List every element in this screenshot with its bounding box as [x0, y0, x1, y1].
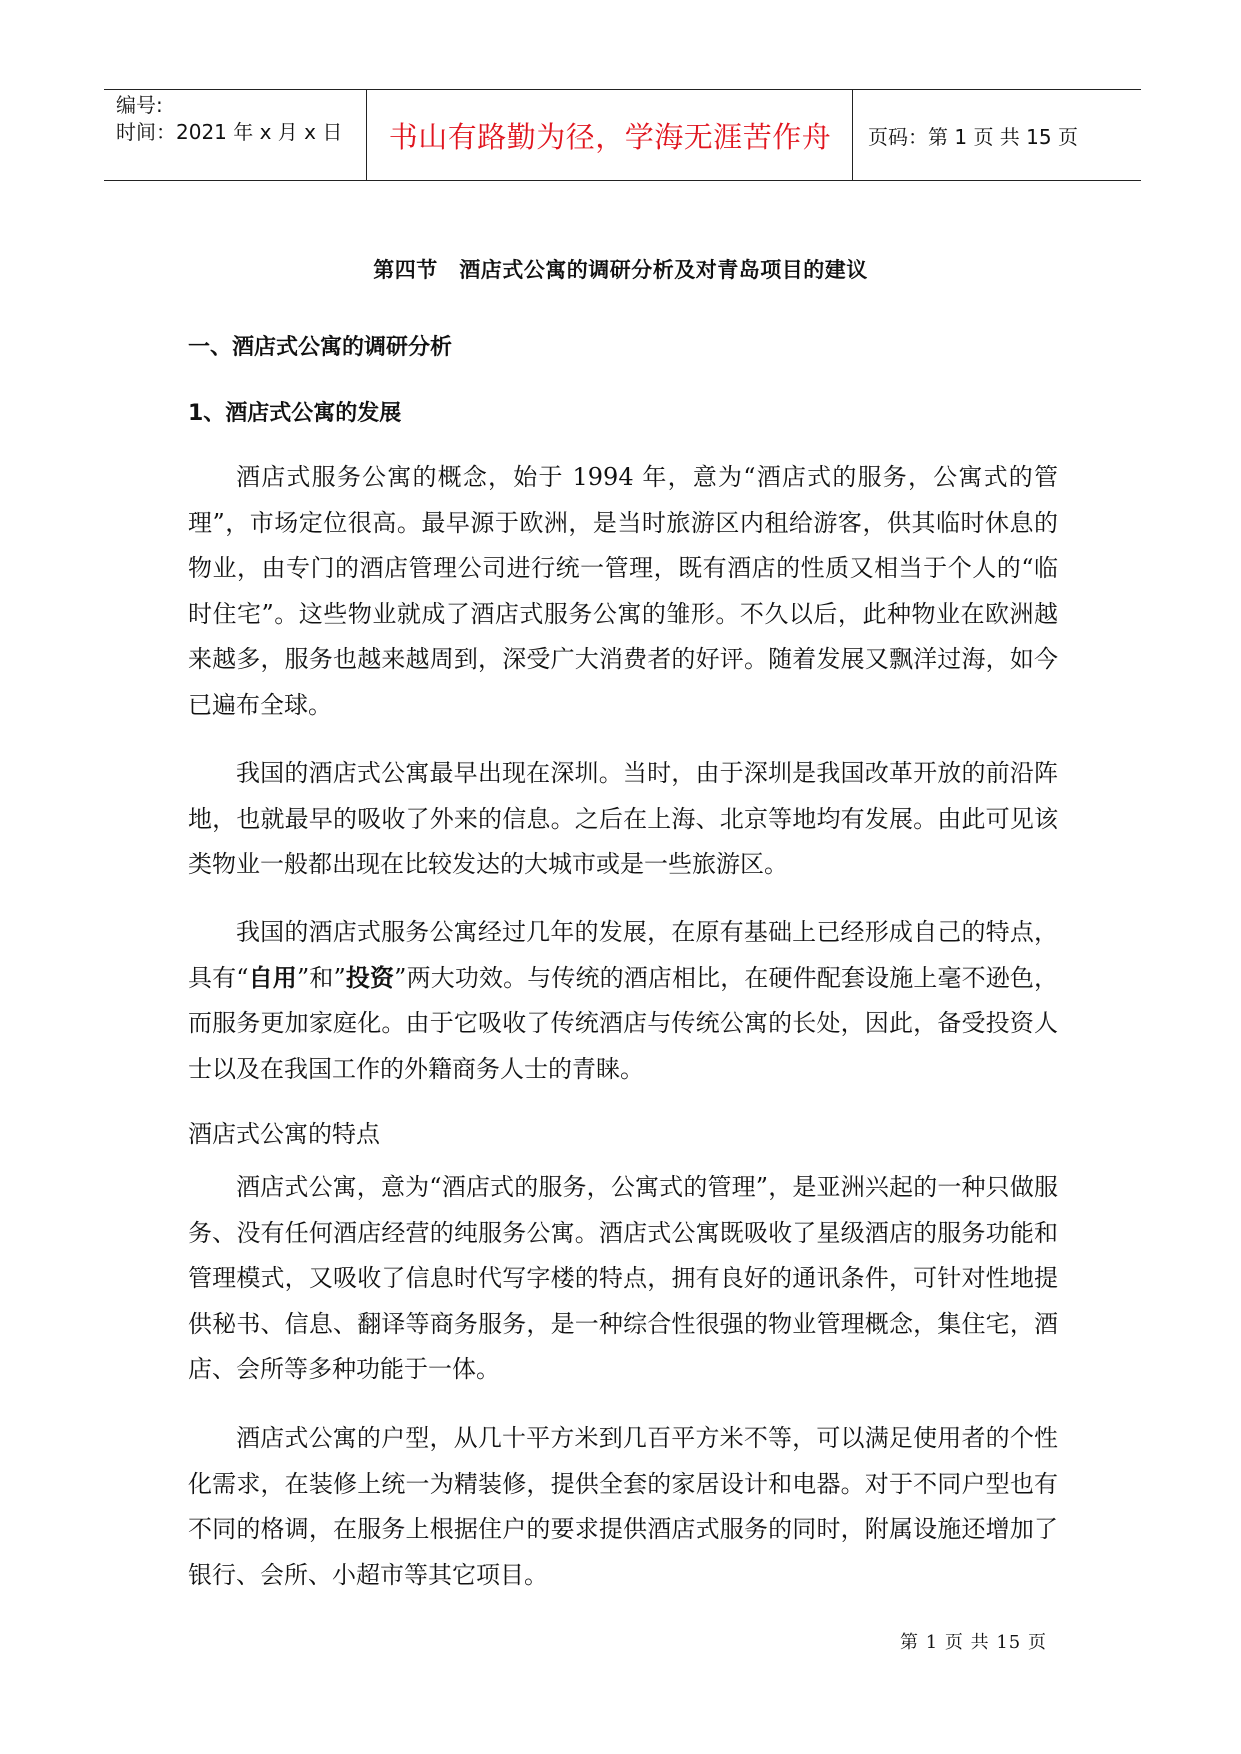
bold-term-investment: 投资 [345, 963, 395, 992]
paragraph-origin: 酒店式服务公寓的概念，始于 1994 年，意为“酒店式的服务，公寓式的管理”，市场定位很高。最早源于欧洲，是当时旅游区内租给游客，供其临时休息的物业，由专门的酒店管理公司进行统一管理，既有酒店的性质又相当于个人的“临时住宅”。这些物业就成了酒店式服务公寓的雏形。不久以后，此种物业在欧洲越来越多，服务也越来越周到，深受广大消费者的好评。随着发展又飘洋过海，如今已遍布全球。 [188, 463, 1058, 719]
paragraph-text: ”两大功效。与传统的酒店相比，在硬件配套设施上毫不逊色，而服务更加家庭化。由于它吸收了传统酒店与传统公寓的长处，因此，备受投资人士以及在我国工作的外籍商务人士的青睐。 [188, 963, 1059, 1083]
document-number-label: 编号: [116, 93, 163, 117]
header-page-info: 页码：第 1 页 共 15 页 [868, 124, 1078, 149]
paragraph-unit-types: 酒店式公寓的户型，从几十平方米到几百平方米不等，可以满足使用者的个性化需求，在装修上统一为精装修，提供全套的家居设计和电器。对于不同户型也有不同的格调，在服务上根据住户的要求提供酒店式服务的同时，附属设施还增加了银行、会所、小超市等其它项目。 [188, 1424, 1058, 1589]
subsection-heading: 1、酒店式公寓的发展 [188, 401, 402, 426]
header-meta [104, 90, 366, 180]
paragraph-text: ”和” [296, 963, 346, 992]
paragraph-china-features [188, 910, 1058, 1092]
document-title: 第四节 酒店式公寓的调研分析及对青岛项目的建议 [373, 258, 868, 282]
header-motto: 书山有路勤为径，学海无涯苦作舟 [388, 119, 832, 154]
bold-term-self-use: 自用 [248, 963, 297, 992]
document-time-label: 时间：2021 年 x 月 x 日 [116, 120, 343, 144]
header-divider [852, 90, 853, 180]
page-footer-number: 第 1 页 共 15 页 [900, 1632, 1047, 1653]
page-header [104, 89, 1141, 181]
features-heading: 酒店式公寓的特点 [188, 1120, 380, 1148]
paragraph-text: 我国的酒店式服务公寓经过几年的发展，在原有基础上已经形成自己的特点，具有“ [188, 918, 1058, 992]
header-divider [366, 90, 367, 180]
paragraph-features: 酒店式公寓，意为“酒店式的服务，公寓式的管理”，是亚洲兴起的一种只做服务、没有任何酒店经营的纯服务公寓。酒店式公寓既吸收了星级酒店的服务功能和管理模式，又吸收了信息时代写字楼的特点，拥有良好的通讯条件，可针对性地提供秘书、信息、翻译等商务服务，是一种综合性很强的物业管理概念，集住宅，酒店、会所等多种功能于一体。 [188, 1173, 1058, 1383]
paragraph-china-start: 我国的酒店式公寓最早出现在深圳。当时，由于深圳是我国改革开放的前沿阵地，也就最早的吸收了外来的信息。之后在上海、北京等地均有发展。由此可见该类物业一般都出现在比较发达的大城市或是一些旅游区。 [188, 759, 1058, 878]
section-heading: 一、酒店式公寓的调研分析 [188, 335, 453, 360]
